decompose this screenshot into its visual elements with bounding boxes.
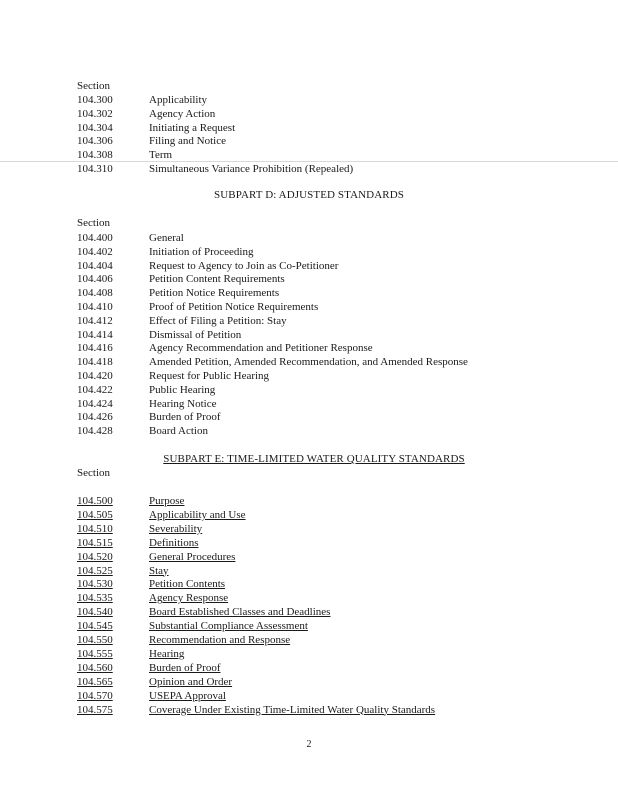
section-title: Opinion and Order	[149, 675, 233, 688]
section-number: 104.406	[77, 273, 113, 286]
section-title: Proof of Petition Notice Requirements	[149, 301, 319, 313]
section-number: 104.422	[77, 383, 113, 396]
section-label: Section	[77, 217, 110, 229]
section-title: Board Action	[149, 425, 208, 438]
section-title: Board Established Classes and Deadlines	[149, 606, 331, 619]
section-title: Agency Response	[149, 592, 229, 605]
section-title: Request to Agency to Join as Co-Petitioner	[149, 259, 339, 272]
section-number: 104.555	[77, 647, 113, 660]
section-title: Substantial Compliance Assessment	[149, 620, 308, 633]
section-title: Hearing	[149, 647, 185, 660]
section-number: 104.414	[77, 328, 113, 341]
section-number: 104.570	[77, 689, 113, 702]
section-title: General	[149, 232, 184, 244]
section-title: Purpose	[149, 495, 185, 507]
section-number: 104.535	[77, 592, 113, 605]
section-number: 104.515	[77, 536, 113, 549]
section-number: 104.400	[77, 232, 113, 244]
section-title: Amended Petition, Amended Recommendation, and Amended Response	[149, 356, 468, 369]
section-number: 104.530	[77, 578, 113, 591]
section-number: 104.418	[77, 356, 113, 369]
section-title: Effect of Filing a Petition: Stay	[149, 314, 287, 327]
subpart-e-heading-text: SUBPART E: TIME-LIMITED WATER QUALITY STANDARDS	[163, 453, 465, 465]
section-number: 104.402	[77, 245, 113, 258]
section-number: 104.424	[77, 397, 113, 410]
section-title: Stay	[149, 564, 169, 577]
section-title: Petition Content Requirements	[149, 273, 285, 286]
section-number: 104.308	[77, 149, 113, 162]
section-title: Term	[149, 149, 173, 162]
subpart-d-heading: SUBPART D: ADJUSTED STANDARDS	[214, 189, 404, 201]
section-number: 104.310	[77, 163, 113, 175]
section-title: Public Hearing	[149, 383, 216, 396]
section-number: 104.300	[77, 94, 113, 106]
section-title: General Procedures	[149, 550, 236, 563]
section-number: 104.520	[77, 550, 113, 563]
section-title: Filing and Notice	[149, 135, 226, 148]
section-title: Burden of Proof	[149, 411, 221, 424]
section-title: Applicability	[149, 94, 208, 106]
section-label: Section	[77, 467, 110, 479]
section-title: Simultaneous Variance Prohibition (Repealed)	[149, 163, 354, 175]
section-number: 104.412	[77, 314, 113, 327]
section-number: 104.410	[77, 301, 113, 313]
section-number: 104.575	[77, 703, 113, 716]
section-title: Severability	[149, 522, 203, 535]
section-number: 104.540	[77, 606, 113, 619]
section-title: Petition Contents	[149, 578, 226, 591]
section-number: 104.306	[77, 135, 113, 148]
section-number: 104.510	[77, 522, 113, 535]
section-label: Section	[77, 80, 110, 92]
section-title: Agency Action	[149, 107, 216, 120]
section-title: Hearing Notice	[149, 397, 217, 410]
section-number: 104.420	[77, 370, 113, 382]
page-number: 2	[306, 739, 312, 750]
section-number: 104.565	[77, 675, 113, 688]
section-number: 104.428	[77, 425, 113, 438]
section-title: Burden of Proof	[149, 661, 221, 674]
section-number: 104.426	[77, 411, 113, 424]
section-number: 104.545	[77, 620, 113, 633]
section-number: 104.304	[77, 121, 113, 134]
section-title: Initiating a Request	[149, 121, 236, 134]
section-title: Agency Recommendation and Petitioner Response	[149, 342, 373, 355]
section-title: Petition Notice Requirements	[149, 287, 280, 300]
section-number: 104.505	[77, 508, 113, 521]
subpart-e-heading	[5, 453, 618, 466]
section-title: Applicability and Use	[149, 508, 246, 521]
section-number: 104.560	[77, 661, 113, 674]
section-number: 104.404	[77, 259, 113, 272]
section-number: 104.302	[77, 107, 113, 120]
section-title: Initiation of Proceeding	[149, 245, 254, 258]
section-title: Request for Public Hearing	[149, 370, 270, 382]
section-number: 104.550	[77, 634, 113, 646]
section-title: Dismissal of Petition	[149, 328, 242, 341]
section-title: Definitions	[149, 536, 199, 549]
section-number: 104.416	[77, 342, 113, 355]
section-number: 104.408	[77, 287, 113, 300]
section-title: USEPA Approval	[149, 689, 226, 702]
section-number: 104.525	[77, 564, 113, 577]
section-title: Coverage Under Existing Time-Limited Water Quality Standards	[149, 703, 436, 716]
section-number: 104.500	[77, 495, 113, 507]
section-title: Recommendation and Response	[149, 634, 291, 646]
